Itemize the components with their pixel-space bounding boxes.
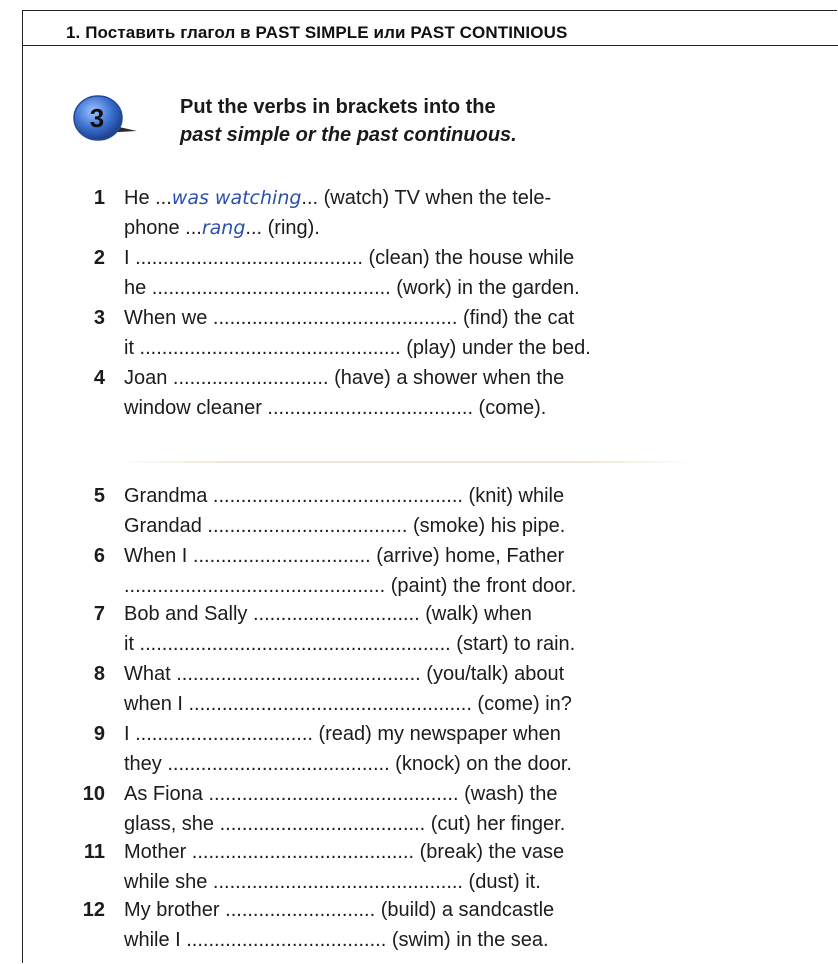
item-line: As Fiona ............................................. (wash) the	[124, 783, 558, 805]
item-line: he ........................................... (work) in the garden.	[124, 277, 580, 299]
item-number: 1	[93, 187, 105, 209]
task-title: 1. Поставить глагол в PAST SIMPLE или PAST CONTINIOUS	[66, 23, 568, 42]
item-number: 4	[93, 367, 105, 389]
item-line: Mother ........................................ (break) the vase	[124, 841, 565, 863]
item-line	[124, 186, 551, 210]
line-text: phone ...	[124, 217, 202, 239]
item-number: 9	[93, 723, 105, 745]
line-text: He ...	[124, 187, 172, 209]
item-number: 5	[93, 485, 105, 507]
exercise-number: 3	[89, 103, 105, 133]
item-number: 3	[93, 307, 105, 329]
item-line: while I .................................... (swim) in the sea.	[124, 929, 549, 951]
item-line: What ............................................ (you/talk) about	[124, 663, 565, 685]
answer-text: rang	[201, 217, 246, 239]
item-line: it ........................................................ (start) to rain.	[124, 633, 576, 655]
item-number: 11	[83, 841, 105, 863]
item-number: 7	[93, 603, 105, 625]
item-number: 6	[93, 545, 105, 567]
item-line: When I ................................ (arrive) home, Father	[124, 545, 565, 567]
item-line: Bob and Sally .............................. (walk) when	[124, 603, 532, 625]
line-text: ... (watch) TV when the tele-	[301, 187, 552, 209]
item-line: ............................................... (paint) the front door.	[124, 575, 577, 597]
item-number: 2	[93, 247, 105, 269]
item-line	[124, 216, 320, 240]
item-line: Grandma ............................................. (knit) while	[124, 485, 565, 507]
item-line: Joan ............................ (have) a shower when the	[124, 367, 565, 389]
answer-text: was watching	[171, 187, 302, 209]
item-line: My brother ........................... (build) a sandcastle	[124, 899, 555, 921]
item-number: 10	[82, 783, 105, 805]
item-number: 12	[82, 899, 105, 921]
item-number: 8	[93, 663, 105, 685]
line-text: ... (ring).	[245, 217, 320, 239]
item-line: it ............................................... (play) under the bed.	[124, 337, 591, 359]
item-line: I ................................ (read) my newspaper when	[124, 723, 561, 745]
item-line: they ........................................ (knock) on the door.	[124, 753, 572, 775]
instruction-line-1: Put the verbs in brackets into the	[180, 96, 496, 118]
item-line: while she ............................................. (dust) it.	[124, 871, 541, 893]
item-line: I ......................................... (clean) the house while	[124, 247, 575, 269]
item-line: window cleaner ..................................... (come).	[124, 397, 547, 419]
instruction-line-2: past simple or the past continuous.	[180, 124, 517, 146]
item-line: When we ............................................ (find) the cat	[124, 307, 575, 329]
item-line: glass, she ..................................... (cut) her finger.	[124, 813, 566, 835]
item-line: Grandad .................................... (smoke) his pipe.	[124, 515, 566, 537]
item-line: when I ................................................... (come) in?	[124, 693, 572, 715]
